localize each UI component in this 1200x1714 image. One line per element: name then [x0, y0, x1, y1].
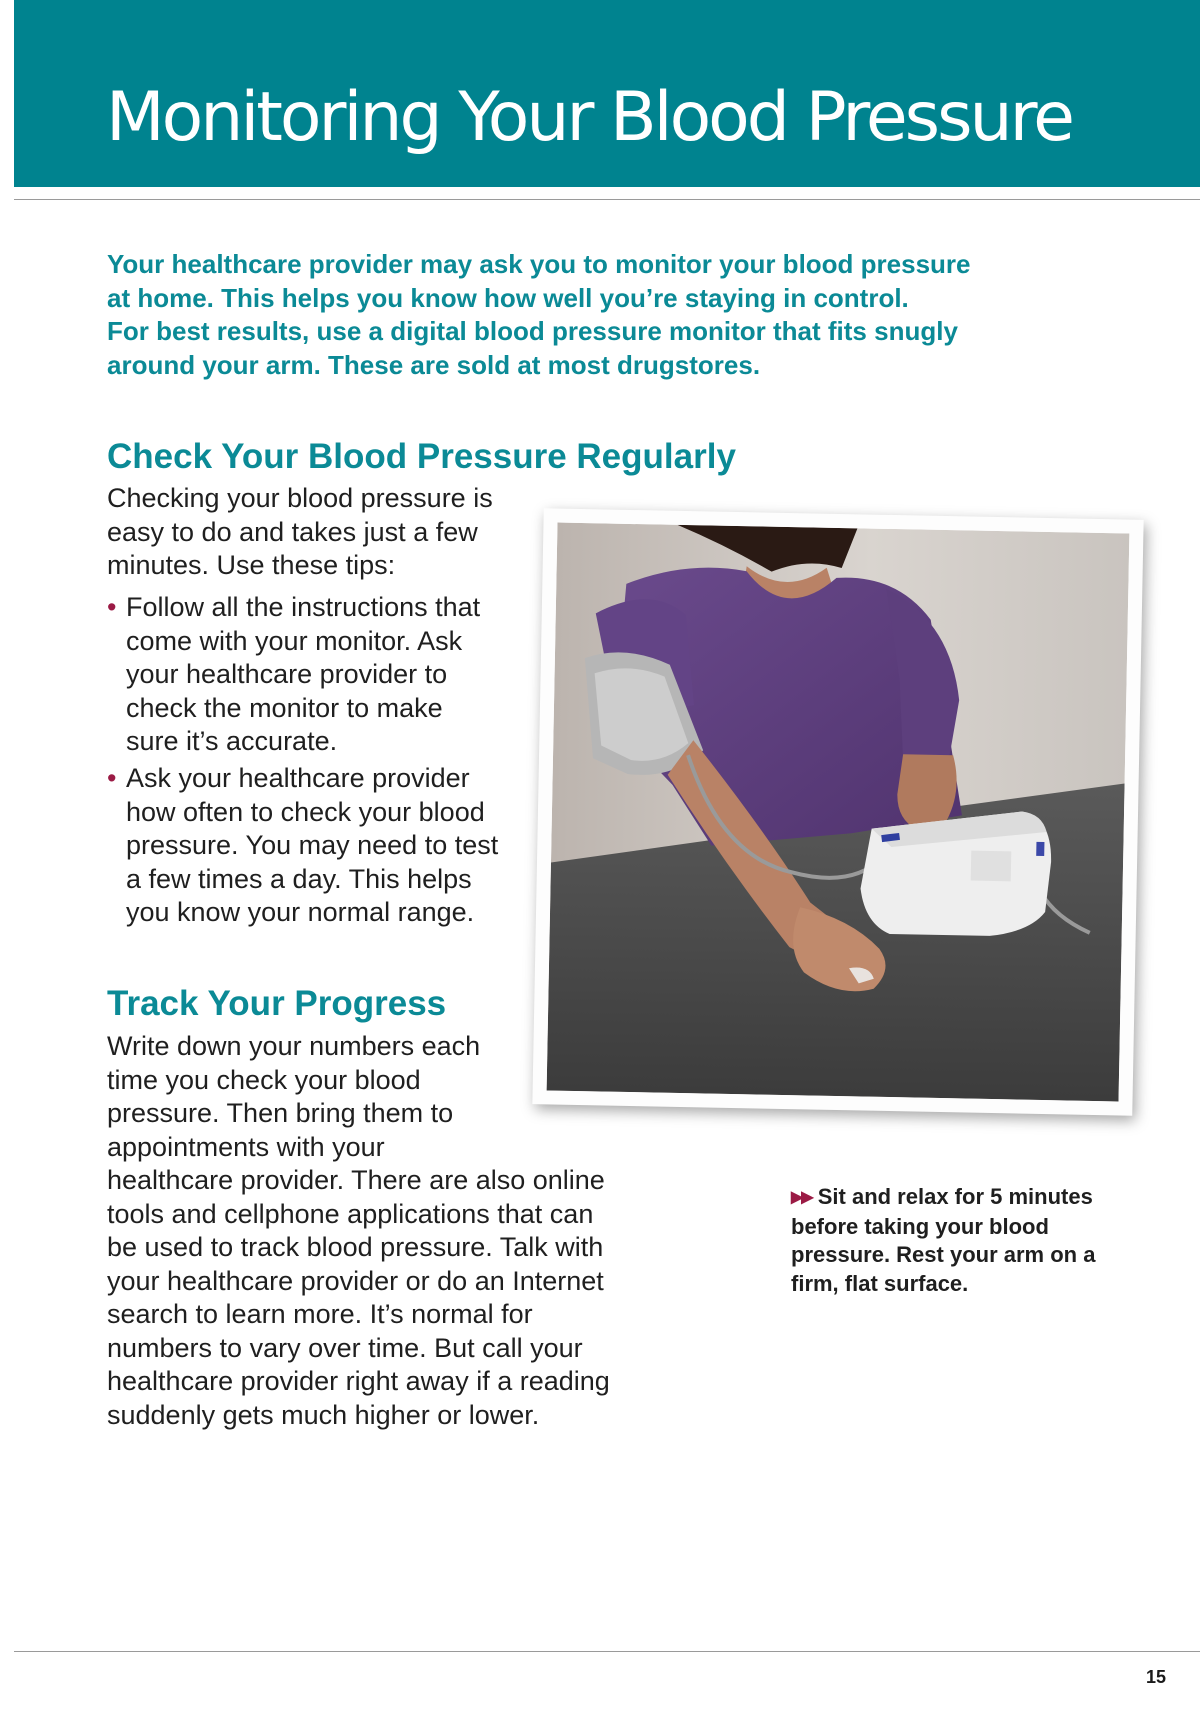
caption-line: firm, flat surface.: [791, 1270, 969, 1296]
bullet-item-frequency: [107, 762, 498, 930]
bullet-icon: •: [107, 592, 117, 622]
bullet-line: pressure. You may need to test: [126, 830, 499, 860]
intro-line: Your healthcare provider may ask you to monitor your blood pressure: [107, 249, 971, 279]
caption-text: Sit and relax for 5 minutes: [817, 1184, 1093, 1209]
section-heading-track: Track Your Progress: [107, 984, 447, 1023]
paragraph-line: healthcare provider. There are also online: [107, 1165, 605, 1195]
intro-paragraph: [107, 248, 1087, 382]
bullet-line: Ask your healthcare provider: [126, 763, 470, 793]
bullet-line: a few times a day. This helps: [126, 863, 472, 894]
caption-line: pressure. Rest your arm on a: [791, 1242, 1096, 1267]
paragraph-line: healthcare provider right away if a reading: [107, 1366, 610, 1396]
bullet-line: how often to check your blood: [126, 796, 485, 827]
bullet-icon: •: [107, 763, 117, 793]
paragraph-line: pressure. Then bring them to: [107, 1098, 454, 1128]
paragraph-line: numbers to vary over time. But call your: [107, 1332, 583, 1363]
paragraph-line: search to learn more. It’s normal for: [107, 1299, 533, 1329]
section-heading-check: Check Your Blood Pressure Regularly: [107, 437, 736, 476]
paragraph-line: easy to do and takes just a few: [107, 516, 478, 547]
bullet-line: you know your normal range.: [126, 897, 475, 927]
footer-divider: [14, 1651, 1200, 1652]
bullet-item-instructions: [107, 591, 480, 759]
caption-line: before taking your blood: [791, 1213, 1049, 1239]
bullet-line: sure it’s accurate.: [126, 726, 338, 756]
paragraph-line: Write down your numbers each: [107, 1031, 481, 1061]
paragraph-line: tools and cellphone applications that can: [107, 1198, 594, 1229]
paragraph-line: appointments with your: [107, 1131, 385, 1162]
intro-line: around your arm. These are sold at most drugstores.: [107, 349, 761, 380]
bullet-line: Follow all the instructions that: [126, 592, 481, 622]
page-number: 15: [1146, 1667, 1167, 1687]
bullet-line: check the monitor to make: [126, 692, 443, 723]
paragraph-line: minutes. Use these tips:: [107, 550, 396, 580]
header-band: [14, 0, 1200, 187]
check-intro-paragraph: [107, 482, 493, 583]
intro-line: at home. This helps you know how well you’re staying in control.: [107, 282, 909, 313]
bullet-line: your healthcare provider to: [126, 659, 448, 689]
bullet-line: come with your monitor. Ask: [126, 625, 463, 656]
paragraph-line: your healthcare provider or do an Internet: [107, 1265, 604, 1296]
photo-frame: [532, 508, 1143, 1115]
intro-line: For best results, use a digital blood pressure monitor that fits snugly: [107, 316, 958, 346]
paragraph-line: suddenly gets much higher or lower.: [107, 1399, 540, 1430]
paragraph-line: Checking your blood pressure is: [107, 483, 493, 513]
photo-woman-blood-pressure-monitor-icon: [547, 523, 1130, 1102]
paragraph-line: be used to track blood pressure. Talk with: [107, 1232, 604, 1262]
caption-line: [791, 1183, 1131, 1213]
header-divider: [14, 199, 1200, 200]
photo-caption: [791, 1183, 1131, 1298]
double-arrow-icon: ▶▶: [791, 1189, 812, 1206]
page-title: Monitoring Your Blood Pressure: [106, 78, 1072, 157]
paragraph-line: time you check your blood: [107, 1064, 421, 1095]
